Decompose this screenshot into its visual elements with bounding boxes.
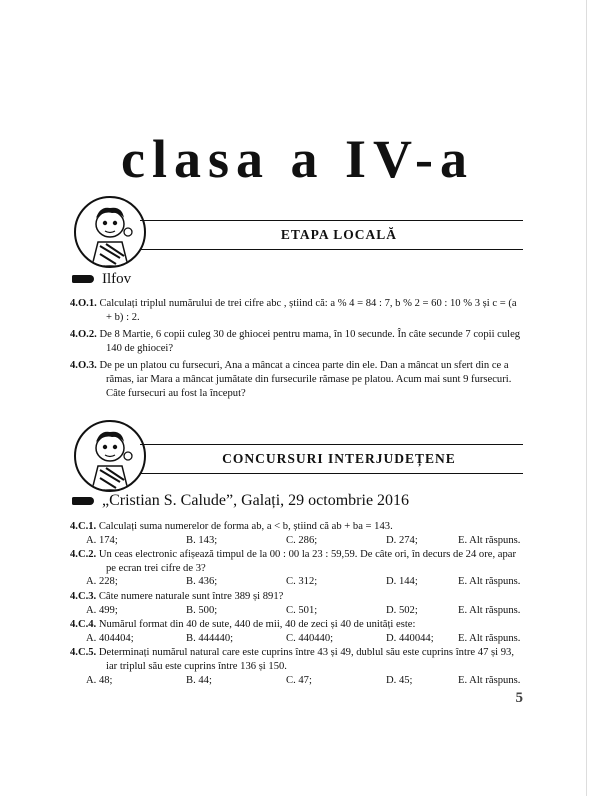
local-problems xyxy=(70,297,525,404)
mc-problem xyxy=(70,520,525,547)
page-title: clasa a IV-a xyxy=(121,129,474,189)
section-band-contests xyxy=(0,420,595,494)
mc-problem xyxy=(70,646,525,687)
contest-problems xyxy=(70,520,525,688)
option-e: E. Alt răspuns. xyxy=(458,632,521,644)
option-d: D. 144; xyxy=(386,576,418,588)
problem-number: 4.C.4. xyxy=(70,619,97,631)
option-a: A. 404404; xyxy=(86,632,134,644)
option-c: C. 286; xyxy=(286,534,318,546)
problem-text: De 8 Martie, 6 copii culeg 30 de ghiocei pentru mama, în 10 secunde. În câte secunde 7 copii culeg 140 de ghiocei? xyxy=(99,329,521,354)
problem-number: 4.C.5. xyxy=(70,647,97,659)
band-bottom-rule xyxy=(140,473,523,474)
page-number: 5 xyxy=(515,690,523,706)
option-d: D. 502; xyxy=(386,604,418,616)
arrow-bullet-icon xyxy=(72,275,94,283)
problem-number: 4.O.1. xyxy=(70,298,97,309)
mc-problem xyxy=(70,548,525,589)
band-top-rule xyxy=(140,444,523,445)
option-e: E. Alt răspuns. xyxy=(458,604,521,616)
page-edge xyxy=(586,0,587,796)
option-a: A. 228; xyxy=(86,576,118,588)
problem-text: Numărul format din 40 de sute, 440 de mii, 40 de zeci și 40 de unități este: xyxy=(98,619,416,631)
option-e: E. Alt răspuns. xyxy=(458,674,521,686)
option-b: B. 500; xyxy=(186,604,218,616)
mascot-icon xyxy=(74,420,146,492)
mc-problem xyxy=(70,590,525,617)
problem-item xyxy=(70,359,525,400)
mascot-icon xyxy=(74,196,146,268)
problem-text: Câte numere naturale sunt între 389 și 891? xyxy=(98,590,284,602)
contest-heading xyxy=(72,492,409,510)
problem-text: Determinați numărul natural care este cuprins între 43 și 49, dublul său este cuprins între 47 și 93, iar triplul său este cuprins între 136 și 150. xyxy=(98,647,514,672)
problem-text: Un ceas electronic afișează timpul de la 00 : 00 la 23 : 59,59. De câte ori, în decurs de 24 ore, apar pe ecran trei cifre de 3? xyxy=(98,549,516,574)
problem-item xyxy=(70,297,525,324)
band-top-rule xyxy=(140,220,523,221)
problem-number: 4.C.1. xyxy=(70,521,97,532)
section-title: CONCURSURI INTERJUDEȚENE xyxy=(222,451,456,466)
option-a: A. 499; xyxy=(86,604,118,616)
problem-number: 4.C.2. xyxy=(70,549,97,561)
option-c: C. 312; xyxy=(286,576,318,588)
option-b: B. 44; xyxy=(186,674,212,686)
option-d: D. 274; xyxy=(386,534,418,546)
problem-text: Calculați triplul numărului de trei cifre abc , știind că: a % 4 = 84 : 7, b % 2 = 60 : 10 % 3 și c = (a + b) : 2. xyxy=(99,298,517,323)
region-heading xyxy=(72,270,131,288)
option-b: B. 444440; xyxy=(186,632,234,644)
option-e: E. Alt răspuns. xyxy=(458,576,521,588)
problem-number: 4.C.3. xyxy=(70,590,97,602)
mc-problem xyxy=(70,618,525,645)
band-bottom-rule xyxy=(140,249,523,250)
option-d: D. 440044; xyxy=(386,632,434,644)
problem-number: 4.O.2. xyxy=(70,329,97,341)
option-c: C. 47; xyxy=(286,674,312,686)
section-title: ETAPA LOCALĂ xyxy=(280,227,398,242)
option-b: B. 143; xyxy=(186,534,218,546)
region-name: Ilfov xyxy=(102,271,132,287)
problem-text: Calculați suma numerelor de forma ab, a < b, știind că ab + ba = 143. xyxy=(98,521,393,532)
problem-number: 4.O.3. xyxy=(70,360,97,372)
option-d: D. 45; xyxy=(386,674,413,686)
answer-options xyxy=(70,575,525,589)
option-a: A. 174; xyxy=(86,534,118,546)
answer-options xyxy=(70,632,525,646)
answer-options xyxy=(70,604,525,618)
answer-options xyxy=(70,534,525,548)
contest-name: „Cristian S. Calude”, Galați, 29 octombrie 2016 xyxy=(102,492,410,509)
option-b: B. 436; xyxy=(186,576,218,588)
option-c: C. 440440; xyxy=(286,632,334,644)
option-e: E. Alt răspuns. xyxy=(458,534,521,546)
answer-options xyxy=(70,674,525,688)
option-a: A. 48; xyxy=(86,674,113,686)
section-band-local xyxy=(0,196,595,270)
option-c: C. 501; xyxy=(286,604,318,616)
problem-item xyxy=(70,328,525,355)
problem-text: De pe un platou cu fursecuri, Ana a mâncat a cincea parte din ele. Dan a mâncat un sfert din ce a rămas, iar Mara a mâncat jumătate din fursecurile rămase pe platou. Acum mai sunt 9 fursecuri. Câte fursecuri au fost la început? xyxy=(99,360,512,399)
arrow-bullet-icon xyxy=(72,497,94,505)
